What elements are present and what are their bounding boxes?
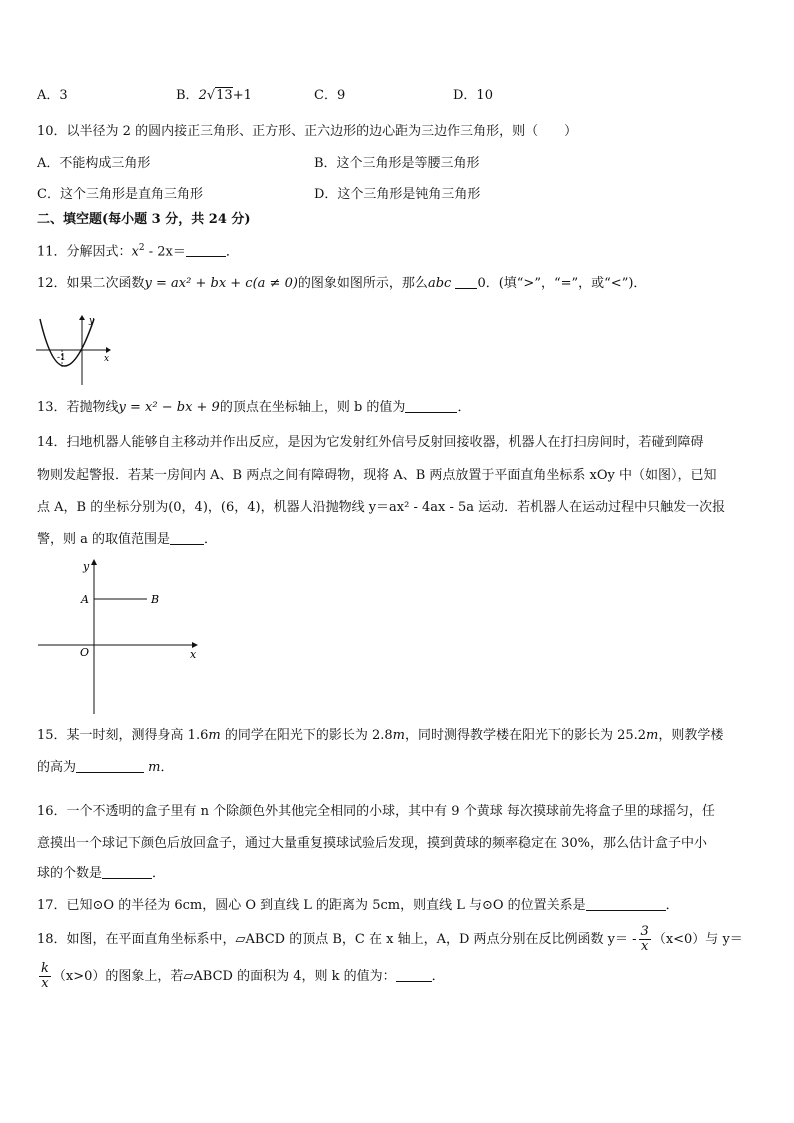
q12-y-arrow: [79, 315, 85, 320]
q13-rest: 的顶点在坐标轴上，则 b 的值为: [219, 400, 406, 415]
q9-option-b-coef: 2: [198, 88, 207, 103]
q14-origin-label: O: [80, 646, 90, 659]
q17-end: ．: [665, 898, 679, 913]
q15-line-2: [37, 758, 174, 778]
q14-line-1: 14．扫地机器人能够自主移动并作出反应，是因为它发射红外信号反射回接收器，机器人在打扫房间时，若碰到障碍: [37, 435, 704, 450]
q9-option-a: A．3: [37, 88, 68, 103]
q14-point-a-label: A: [81, 593, 89, 606]
q14-line-4-text: 警，则 a 的取值范围是: [37, 532, 171, 547]
q12-zero: 0: [477, 276, 486, 291]
q18-fraction-1-denominator: x: [641, 939, 649, 954]
q14-line-4: [37, 530, 217, 550]
q12-fig-x-label: x: [104, 354, 110, 364]
q18-fraction-2: [39, 962, 51, 991]
q12-abc: abc: [427, 276, 452, 291]
q10-stem: 10．以半径为 2 的圆内接正三角形、正方形、正六边形的边心距为三边作三角形，则（ ）: [37, 124, 578, 139]
q10-option-b: B．这个三角形是等腰三角形: [314, 156, 480, 171]
q16-text: 球的个数是: [37, 866, 103, 881]
q12-fig-minus-one: -1: [57, 353, 66, 363]
q9-option-b: B．2√13+1: [176, 88, 252, 103]
q18-fraction-2-numerator: k: [41, 961, 49, 976]
q12-parabola-figure: [34, 313, 114, 388]
q18-fraction-1: [639, 925, 651, 954]
q11-rest: - 2x＝: [144, 244, 186, 260]
q14-coordinate-figure: [34, 554, 204, 716]
q13-end: ．: [457, 400, 471, 415]
q16-end: ．: [152, 866, 166, 881]
q12-suffix: ．(填“>”，“=”，或“<”)．: [485, 276, 647, 291]
q12: [37, 274, 646, 294]
q12-blank[interactable]: [455, 274, 477, 289]
q17-text: 17．已知⊙O 的半径为 6cm，圆心 O 到直线 L 的距离为 5cm，则直线 L 与⊙O 的位置关系是: [37, 898, 586, 913]
q18-line-1: [37, 925, 743, 954]
q18-fraction-2-denominator: x: [41, 976, 49, 991]
q16-line-3: [37, 864, 165, 884]
q14-line-2: 物则发起警报．若某一房间内 A、B 两点之间有障碍物，现将 A、B 两点放置于平面直角坐标系 xOy 中（如图），已知: [37, 468, 717, 483]
q18-text-b: （x<0）与 y＝: [652, 932, 743, 947]
q15-text-c: ，同时测得教学楼在阳光下的影长为 25.2: [404, 728, 647, 743]
q15-end: ．: [160, 760, 174, 775]
q11-var: x: [131, 244, 139, 260]
q15-unit-4: m: [148, 760, 161, 775]
q13-function: y = x² − bx + 9: [118, 400, 220, 415]
q14-fig-y-label: y: [83, 560, 90, 573]
q9-option-b-radicand: 13: [216, 88, 233, 103]
q12-function: y = ax² + bx + c(a ≠ 0): [144, 276, 298, 291]
q13-blank[interactable]: [405, 398, 457, 413]
q14-line-3: 点 A，B 的坐标分别为(0，4)，(6，4)，机器人沿抛物线 y＝ax² - 4ax - 5a 运动．若机器人在运动过程中只触发一次报: [37, 500, 726, 515]
q14-point-b-label: B: [151, 593, 160, 606]
q14-y-arrow: [91, 559, 97, 565]
q15-text-a: 15．某一时刻，测得身高 1.6: [37, 728, 209, 743]
q15-unit-1: m: [208, 728, 221, 743]
q17: [37, 896, 679, 916]
q14-blank[interactable]: [170, 530, 204, 545]
q9-option-b-tail: +1: [232, 88, 252, 103]
q11-end: ．: [225, 244, 239, 260]
q14-end: ．: [204, 532, 218, 547]
q12-prefix: 12．如果二次函数: [37, 276, 145, 291]
q9-option-d: D．10: [453, 88, 493, 103]
q13-prefix: 13．若抛物线: [37, 400, 119, 415]
q9-option-b-label: B．: [176, 88, 199, 103]
q15-unit-3: m: [646, 728, 659, 743]
q18-text-a: 18．如图，在平面直角坐标系中，▱ABCD 的顶点 B，C 在 x 轴上，A，D 两点分别在反比例函数 y＝ -: [37, 932, 637, 947]
q11-prefix: 11．分解因式：: [37, 244, 132, 260]
q10-option-d: D．这个三角形是钝角三角形: [314, 187, 481, 202]
q18-blank[interactable]: [396, 967, 432, 982]
q15-text-b: 的同学在阳光下的影长为 2.8: [220, 728, 393, 743]
q12-mid: 的图象如图所示，那么: [297, 276, 428, 291]
q15-text-d: ，则教学楼: [658, 728, 724, 743]
q18-end: ．: [431, 969, 445, 984]
q13: [37, 398, 470, 418]
q16-line-2: 意摸出一个球记下颜色后放回盒子，通过大量重复摸球试验后发现，摸到黄球的频率稳定在 30%，那么估计盒子中小: [37, 836, 708, 851]
q11: [37, 238, 239, 262]
q17-blank[interactable]: [586, 896, 666, 911]
q12-fig-y-label: y: [89, 316, 95, 326]
q15-unit-2: m: [392, 728, 405, 743]
q14-fig-x-label: x: [190, 648, 197, 661]
q12-x-arrow: [106, 347, 111, 353]
q12-parabola-curve: [40, 319, 94, 366]
q10-option-a: A．不能构成三角形: [37, 156, 151, 171]
q15-text-e: 的高为: [37, 760, 77, 775]
q18-line-2: [37, 962, 445, 991]
q16-blank[interactable]: [102, 864, 152, 879]
q18-fraction-1-numerator: 3: [640, 924, 649, 939]
q9-option-c: C．9: [314, 88, 346, 103]
q11-exponent: 2: [138, 243, 145, 253]
q11-blank[interactable]: [186, 242, 226, 257]
q16-line-1: 16．一个不透明的盒子里有 n 个除颜色外其他完全相同的小球，其中有 9 个黄球 每次摸球前先将盒子里的球摇匀，任: [37, 804, 715, 819]
q15-line-1: [37, 726, 723, 746]
q18-text-c: （x>0）的图象上，若▱ABCD 的面积为 4，则 k 的值为：: [52, 969, 396, 984]
q15-blank[interactable]: [76, 758, 144, 773]
section-heading: 二、填空题(每小题 3 分，共 24 分): [37, 212, 251, 227]
q10-option-c: C．这个三角形是直角三角形: [37, 187, 203, 202]
